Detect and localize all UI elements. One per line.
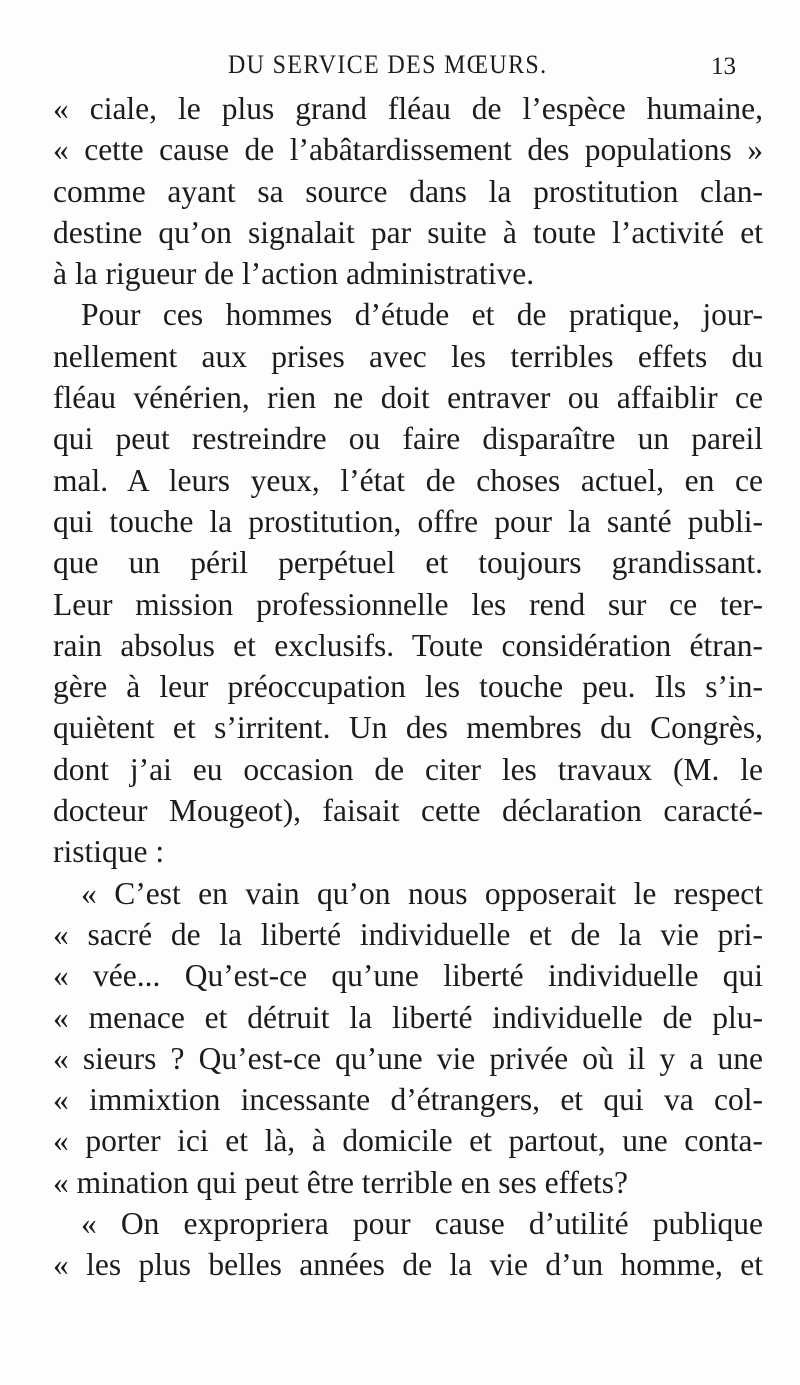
text-line: gère à leur préoccupation les touche peu. Ils s’in- [53,669,763,705]
text-line: « ciale, le plus grand fléau de l’espèce humaine, [53,91,763,126]
text-line: ristique : [53,834,165,870]
text-line: à la rigueur de l’action administrative. [53,256,535,292]
text-line: qui touche la prostitution, offre pour la santé publi- [53,503,763,539]
text-line: dont j’ai eu occasion de citer les travaux (M. le [53,751,763,787]
text-line: « mination qui peut être terrible en ses effets? [53,1164,628,1200]
text-line: « menace et détruit la liberté individuelle de plu- [53,999,763,1035]
text-line: quiètent et s’irritent. Un des membres du Congrès, [53,710,763,746]
text-line: « sieurs ? Qu’est-ce qu’une vie privée où il y a une [53,1040,763,1076]
text-line: fléau vénérien, rien ne doit entraver ou affaiblir ce [53,380,763,416]
text-line: « immixtion incessante d’étrangers, et qui va col- [53,1082,763,1118]
text-line: « les plus belles années de la vie d’un homme, et [53,1247,763,1283]
body-text [53,88,763,1286]
text-line: docteur Mougeot), faisait cette déclaration caracté- [53,793,763,829]
text-line: comme ayant sa source dans la prostitution clan- [53,173,763,209]
text-line: Leur mission professionnelle les rend sur ce ter- [53,586,763,622]
text-line: « On expropriera pour cause d’utilité publique [81,1206,763,1242]
page-number: 13 [711,53,736,80]
text-line: Pour ces hommes d’étude et de pratique, jour- [81,297,763,333]
text-line: destine qu’on signalait par suite à toute l’activité et [53,214,763,250]
text-line: « sacré de la liberté individuelle et de la vie pri- [53,916,763,952]
page-header [0,46,800,86]
text-line: « vée... Qu’est-ce qu’une liberté individuelle qui [53,958,763,994]
text-line: « cette cause de l’abâtardissement des populations » [53,132,763,168]
text-line: que un péril perpétuel et toujours grandissant. [53,545,763,581]
text-line: « C’est en vain qu’on nous opposerait le respect [81,875,763,911]
text-line: nellement aux prises avec les terribles effets du [53,338,763,374]
text-line: qui peut restreindre ou faire disparaître un pareil [53,421,763,457]
text-line: rain absolus et exclusifs. Toute considération étran- [53,627,763,663]
running-title: DU SERVICE DES MŒURS. [228,50,548,79]
text-line: mal. A leurs yeux, l’état de choses actuel, en ce [53,462,763,498]
text-line: « porter ici et là, à domicile et partout, une conta- [53,1123,763,1159]
